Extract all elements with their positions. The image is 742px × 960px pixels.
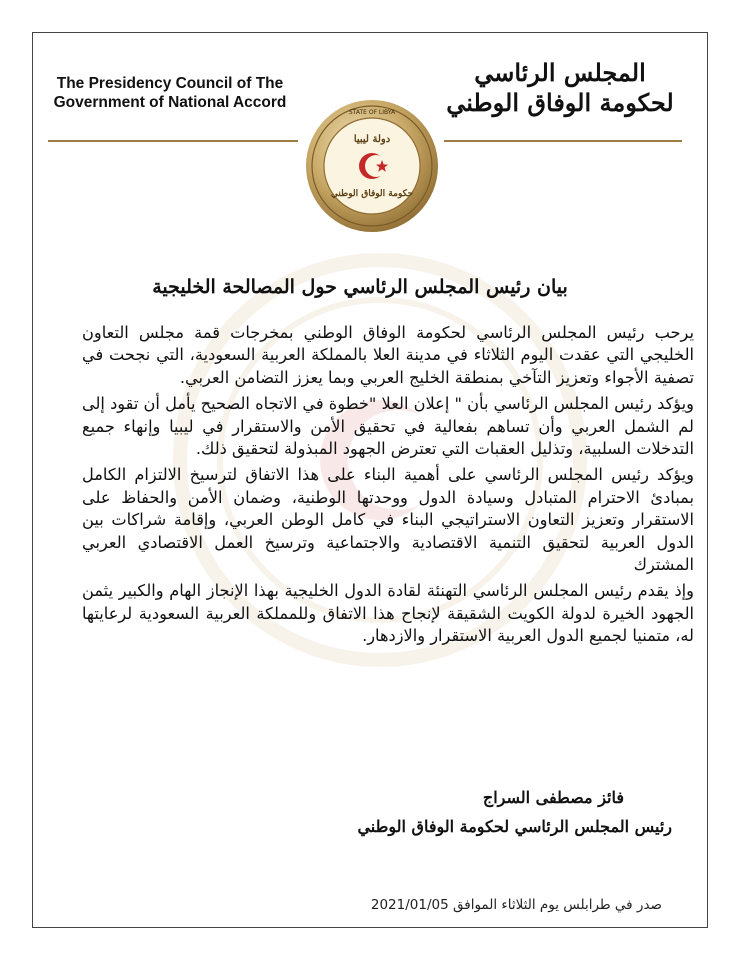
arabic-header bbox=[440, 58, 680, 118]
government-seal-icon bbox=[302, 96, 442, 236]
header-rule-right bbox=[444, 140, 682, 142]
paragraph-2: ويؤكد رئيس المجلس الرئاسي بأن " إعلان العلا "خطوة في الاتجاه الصحيح يأمل أن تقود إلى لم الشمل العربي وأن تساهم بفعالية في تحقيق الأمن والاستقرار في ليبيا وإنهاء جميع التدخلات السلبية، وتذليل العقبات التي تعترض الجهود المبذولة لتحقيق ذلك. bbox=[82, 394, 694, 459]
issue-date-line: صدر في طرابلس يوم الثلاثاء الموافق 2021/01/05 bbox=[370, 897, 662, 913]
seal-ring-text: STATE OF LIBYA bbox=[348, 109, 396, 116]
seal-text-top: دولة ليبيا bbox=[353, 134, 391, 145]
paragraph-1: يرحب رئيس المجلس الرئاسي لحكومة الوفاق الوطني بمخرجات قمة مجلس التعاون الخليجي التي عقدت اليوم الثلاثاء في مدينة العلا بالمملكة العربية السعودية، التي نجحت في تصفية الأجواء وتعزيز التآخي بمنطقة الخليج العربي وبما يعزز التضامن العربي. bbox=[82, 323, 694, 387]
english-header: The Presidency Council of The Government of National Accord bbox=[53, 75, 287, 111]
header-rule-left bbox=[48, 140, 298, 142]
paragraph-3: ويؤكد رئيس المجلس الرئاسي على أهمية البناء على هذا الاتفاق لترسيخ الالتزام الكامل بمبادئ الاحترام المتبادل وسيادة الدول ووحدتها الوطنية، وضمان الأمن والحفاظ على الاستقرار وتعزيز التعاون الاستراتيجي البناء في كامل الوطن العربي، وإقامة شراكات بين الدول العربية لتحقيق التنمية الاقتصادية والاجتماعية وترسيخ العمل الاقتصادي العربي المشترك bbox=[82, 465, 694, 575]
arabic-header-line-2: لحكومة الوفاق الوطني bbox=[446, 88, 674, 117]
paragraph-4: وإذ يقدم رئيس المجلس الرئاسي التهنئة لقادة الدول الخليجية بهذا الإنجاز الهام والكبير يثمن الجهود الخيرة لدولة الكويت الشقيقة لإنجاح هذا الاتفاق وللمملكة العربية السعودية لرعايتها له، متمنيا لجميع الدول العربية الاستقرار والازدهار. bbox=[82, 581, 694, 646]
signatory-title: رئيس المجلس الرئاسي لحكومة الوفاق الوطني bbox=[357, 817, 672, 836]
arabic-header-line-1: المجلس الرئاسي bbox=[474, 58, 646, 87]
document-title: بيان رئيس المجلس الرئاسي حول المصالحة الخليجية bbox=[152, 276, 568, 298]
seal-text-bottom: حكومة الوفاق الوطني bbox=[330, 189, 414, 199]
signatory-name: فائز مصطفى السراج bbox=[482, 788, 624, 807]
statement-body bbox=[82, 322, 694, 652]
